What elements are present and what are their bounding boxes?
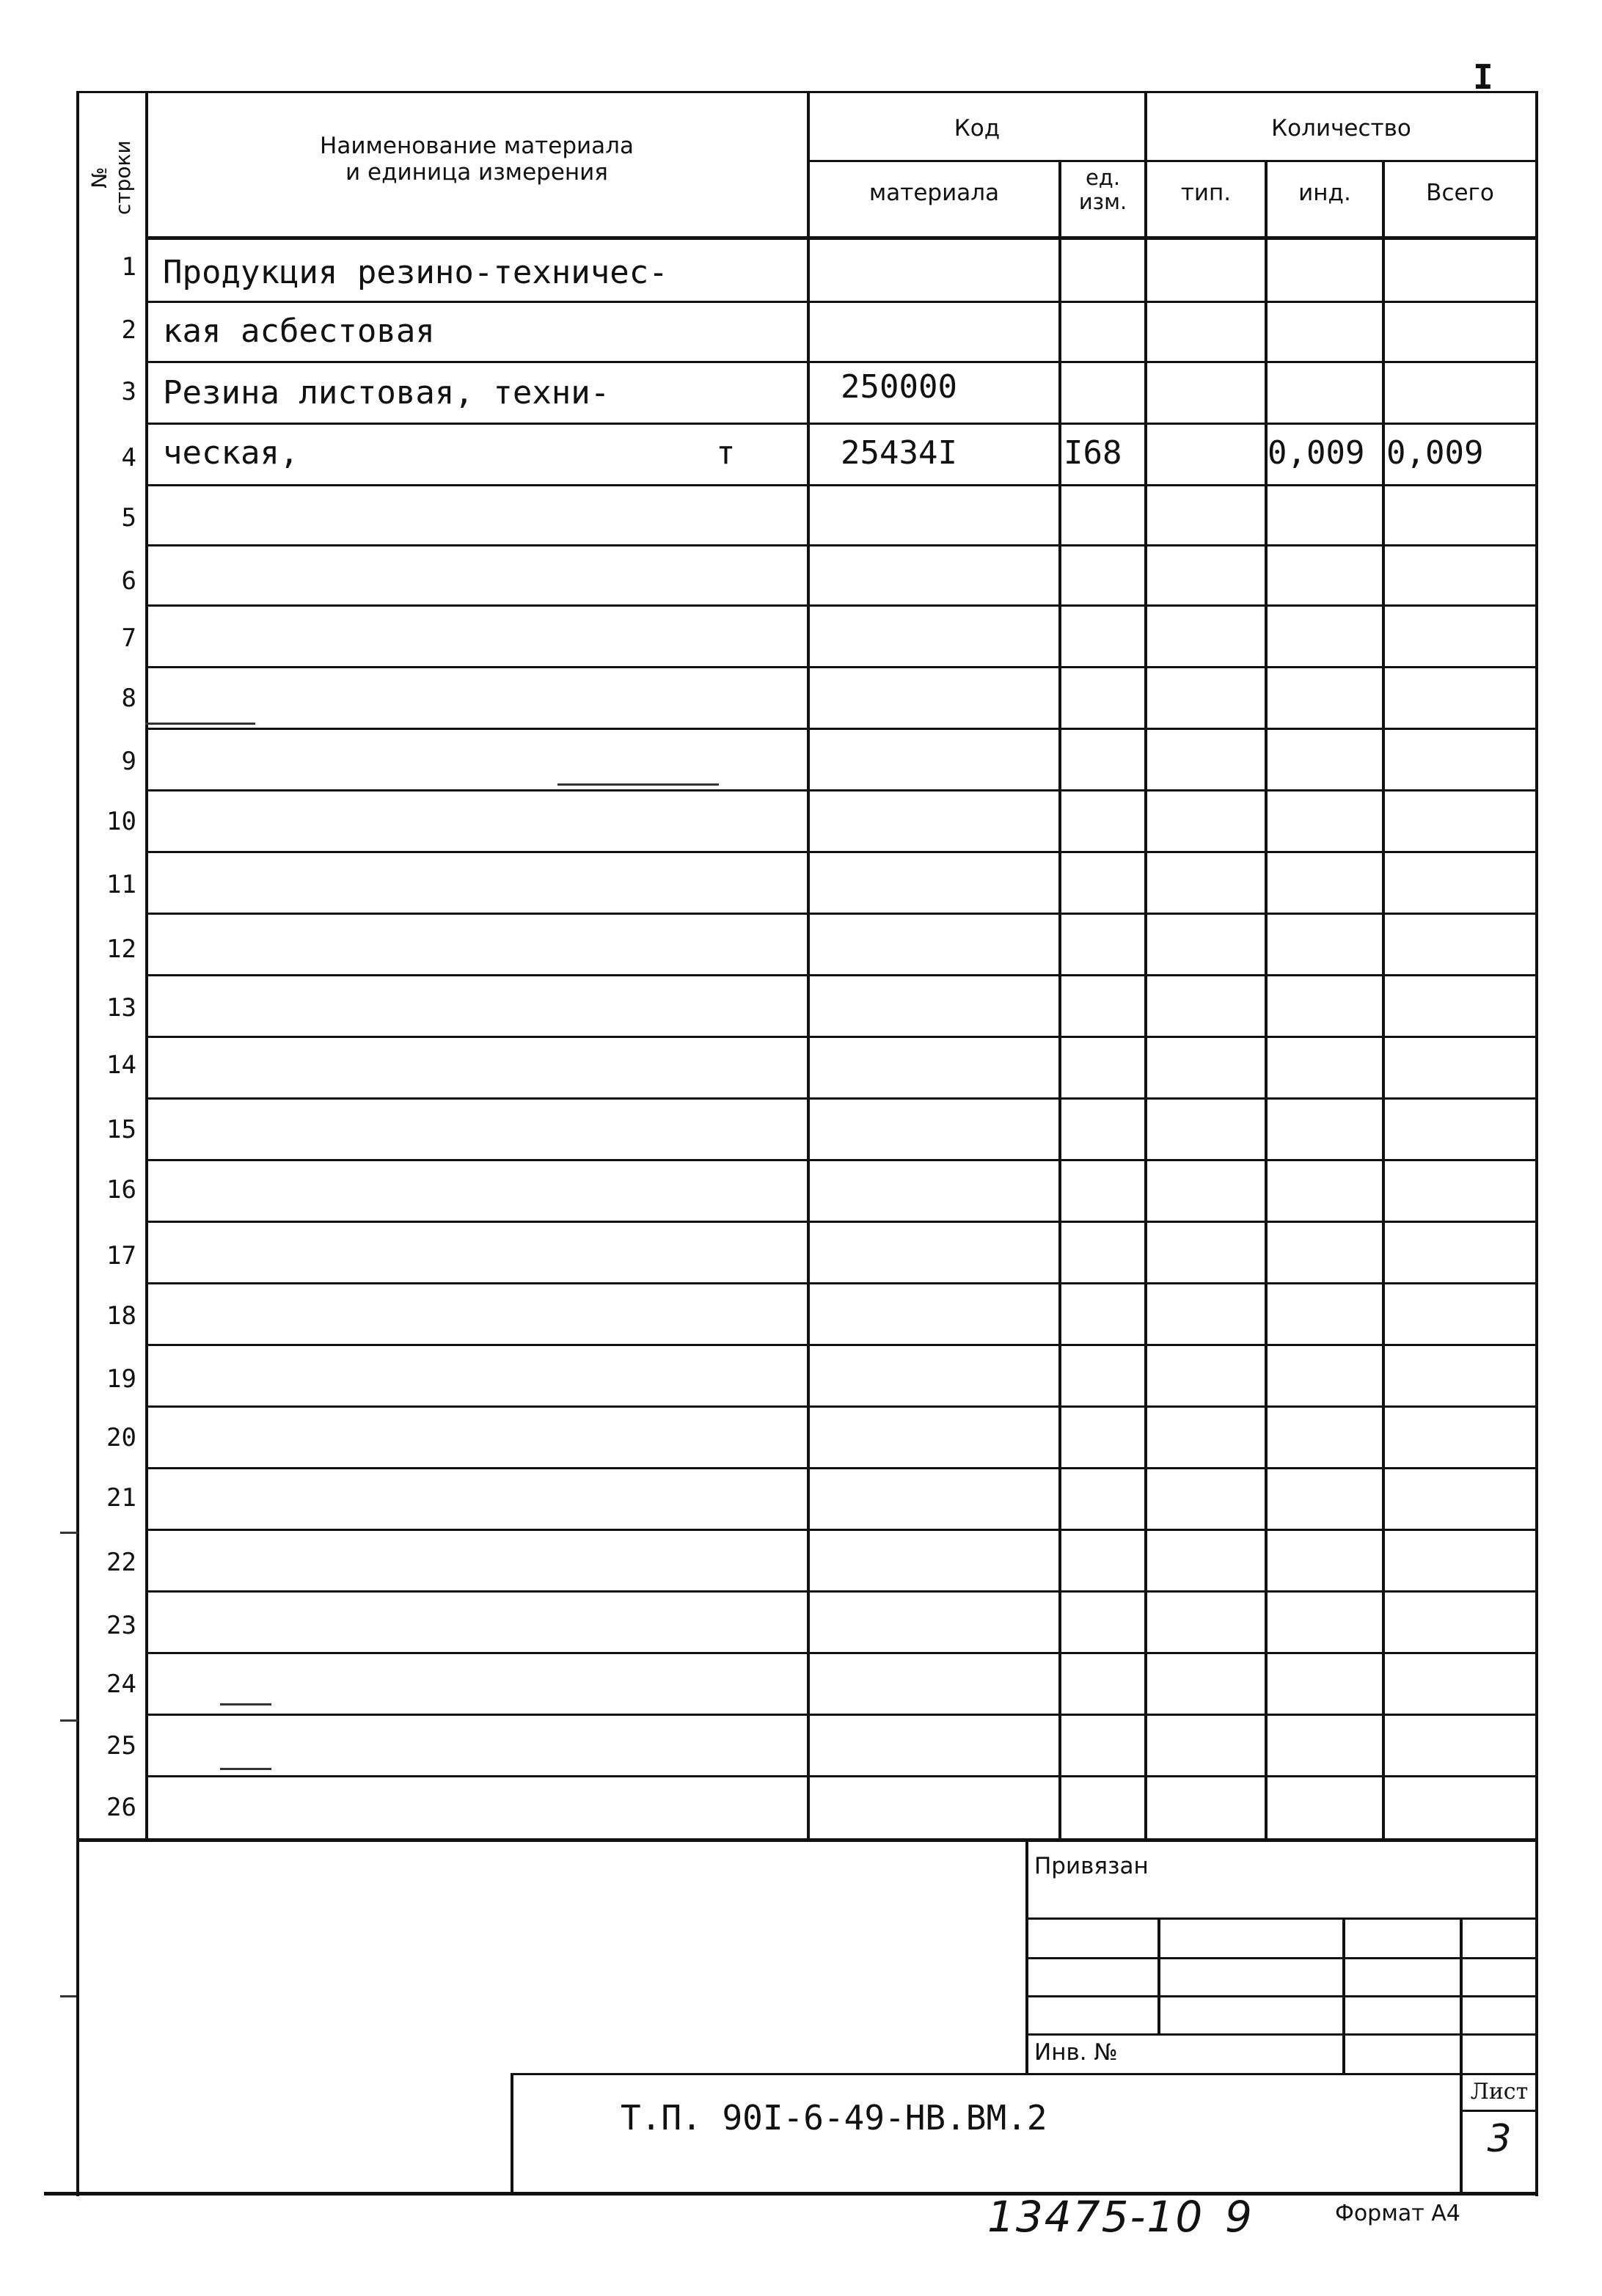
page-mark: I (1473, 57, 1493, 97)
code-group-header: Код (954, 115, 1001, 142)
handwritten-page: 9 (1225, 2192, 1252, 2242)
sheet-label: Лист (1470, 2079, 1529, 2105)
material-name-cell: Продукция резино-техничес- (163, 254, 668, 291)
unit-letter: т (716, 434, 736, 472)
row-number: 7 (121, 624, 136, 653)
row-number: 24 (106, 1670, 136, 1699)
scan-artifact (220, 1768, 271, 1770)
unit-code-cell: I68 (1064, 434, 1122, 472)
handwritten-number: 13475-10 (987, 2192, 1204, 2242)
scan-artifact (145, 723, 255, 725)
row-number: 16 (106, 1175, 136, 1204)
qty-total-header: Всего (1426, 180, 1494, 206)
row-number: 25 (106, 1731, 136, 1761)
row-number: 5 (121, 503, 136, 533)
row-number: 23 (106, 1611, 136, 1640)
row-number: 12 (106, 935, 136, 964)
row-number: 11 (106, 870, 136, 899)
qty-ind-header: инд. (1298, 180, 1351, 206)
material-name-header: Наименование материала и единица измерения (320, 133, 634, 186)
qty-typ-header: тип. (1180, 180, 1232, 206)
row-number: 6 (121, 566, 136, 596)
row-number: 21 (106, 1483, 136, 1513)
scan-artifact (220, 1703, 271, 1705)
quantity-group-header: Количество (1271, 115, 1411, 142)
scan-artifact (557, 783, 719, 786)
code-unit-header: ед. изм. (1078, 165, 1127, 215)
row-number: 14 (106, 1050, 136, 1080)
row-number: 13 (106, 993, 136, 1023)
material-name-cell: ческая, (163, 434, 299, 472)
document-code: Т.П. 90I-6-49-НВ.ВМ.2 (621, 2098, 1047, 2138)
material-name-cell: Резина листовая, техни- (163, 374, 610, 412)
row-number: 15 (106, 1115, 136, 1144)
row-number: 1 (121, 252, 136, 282)
row-number: 18 (106, 1301, 136, 1331)
row-number: 4 (121, 443, 136, 472)
row-number: 10 (106, 807, 136, 836)
row-number: 17 (106, 1241, 136, 1271)
material-name-cell: кая асбестовая (163, 312, 435, 350)
material-code-cell: 250000 (841, 368, 957, 406)
qty-ind-cell: 0,009 (1268, 434, 1365, 472)
row-number: 3 (121, 377, 136, 406)
row-number: 8 (121, 684, 136, 713)
row-number: 22 (106, 1548, 136, 1577)
qty-total-cell: 0,009 (1386, 434, 1484, 472)
row-number: 9 (121, 747, 136, 776)
scan-artifact (60, 1719, 78, 1722)
sheet-number: 3 (1487, 2117, 1512, 2161)
privyazan-label: Привязан (1034, 1853, 1149, 1879)
row-number-header: № строки (87, 140, 135, 216)
scan-artifact (60, 1532, 78, 1534)
scan-artifact (60, 1995, 78, 1997)
material-code-cell: 25434I (841, 434, 957, 472)
format-label: Формат А4 (1335, 2201, 1460, 2226)
row-number: 20 (106, 1423, 136, 1452)
row-number: 26 (106, 1793, 136, 1822)
row-number: 19 (106, 1364, 136, 1394)
inventory-number-label: Инв. № (1034, 2039, 1118, 2066)
code-material-header: материала (868, 180, 1000, 206)
row-number: 2 (121, 315, 136, 345)
